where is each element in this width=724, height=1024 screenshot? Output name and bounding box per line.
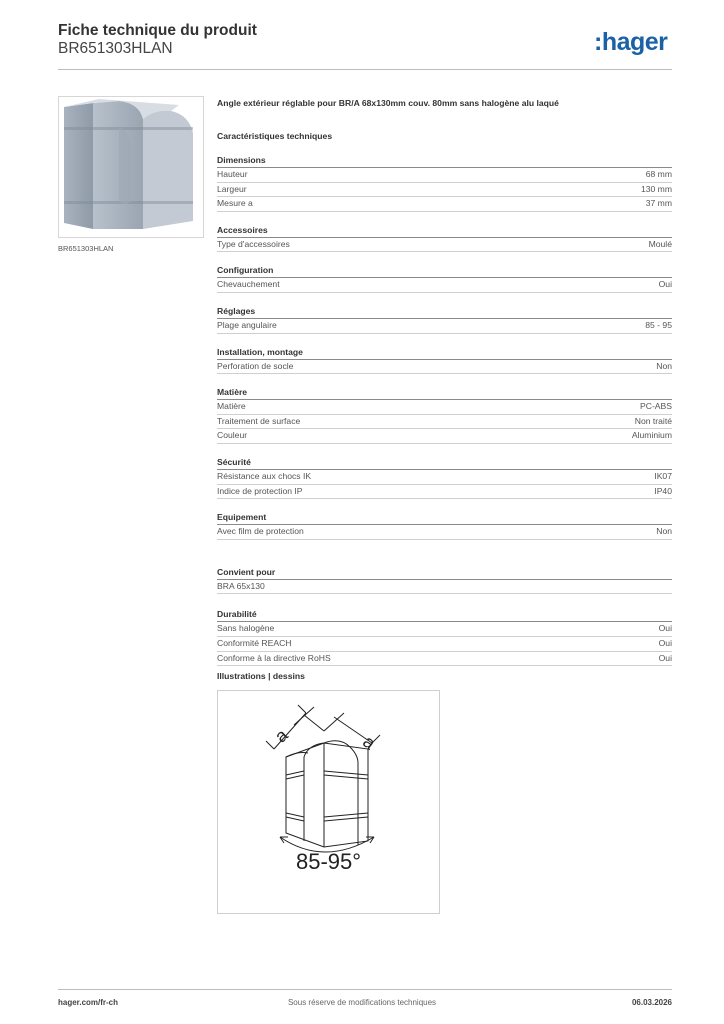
angle-range-label: 85-95° bbox=[296, 849, 362, 874]
spec-value: Oui bbox=[658, 279, 672, 290]
spec-value: IP40 bbox=[654, 485, 672, 496]
spec-value: Oui bbox=[658, 623, 672, 634]
spec-value: Aluminium bbox=[631, 430, 672, 441]
spec-label: Chevauchement bbox=[217, 279, 280, 290]
spec-label: Mesure a bbox=[217, 198, 253, 209]
spec-row bbox=[217, 238, 672, 253]
hager-logo-text: :hager bbox=[594, 28, 668, 56]
section-reglages bbox=[217, 305, 672, 334]
section-title: Equipement bbox=[217, 511, 672, 525]
section-dimensions bbox=[217, 154, 672, 212]
spec-label: Résistance aux chocs IK bbox=[217, 470, 312, 481]
section-title: Réglages bbox=[217, 305, 672, 319]
section-securite bbox=[217, 456, 672, 499]
spec-row bbox=[217, 470, 672, 485]
spec-row bbox=[217, 319, 672, 334]
footer-date: 06.03.2026 bbox=[631, 998, 672, 1007]
section-title: Installation, montage bbox=[217, 346, 672, 360]
section-title: Accessoires bbox=[217, 224, 672, 238]
spec-label: Plage angulaire bbox=[217, 319, 277, 330]
spec-row bbox=[217, 197, 672, 212]
section-title: Configuration bbox=[217, 264, 672, 278]
dim-letter-right: a bbox=[359, 731, 380, 754]
section-durabilite bbox=[217, 608, 672, 666]
photo-caption: BR651303HLAN bbox=[58, 244, 114, 253]
spec-row bbox=[217, 637, 672, 652]
spec-value: Oui bbox=[658, 652, 672, 663]
header-divider bbox=[58, 69, 672, 70]
illustrations-title: Illustrations | dessins bbox=[217, 671, 305, 681]
spec-value: Non traité bbox=[634, 415, 672, 426]
spec-label: Avec film de protection bbox=[217, 526, 304, 537]
section-title: Convient pour bbox=[217, 566, 672, 580]
spec-value: 130 mm bbox=[640, 183, 672, 194]
characteristics-title: Caractéristiques techniques bbox=[217, 131, 333, 141]
spec-row bbox=[217, 652, 672, 667]
spec-row bbox=[217, 168, 672, 183]
spec-value: 85 - 95 bbox=[645, 319, 672, 330]
section-title: Dimensions bbox=[217, 154, 672, 168]
product-photo bbox=[58, 96, 204, 238]
spec-value: Non bbox=[656, 360, 672, 371]
spec-label: Conforme à la directive RoHS bbox=[217, 652, 331, 663]
product-reference: BR651303HLAN bbox=[58, 40, 173, 57]
spec-row bbox=[217, 525, 672, 540]
spec-label: Type d'accessoires bbox=[217, 238, 290, 249]
spec-row bbox=[217, 360, 672, 375]
section-accessoires bbox=[217, 224, 672, 253]
spec-label: Largeur bbox=[217, 183, 247, 194]
spec-sheet bbox=[217, 97, 672, 666]
spec-row bbox=[217, 415, 672, 430]
spec-label: Matière bbox=[217, 401, 246, 412]
spec-row bbox=[217, 622, 672, 637]
spec-label: Traitement de surface bbox=[217, 415, 301, 426]
spec-row bbox=[217, 485, 672, 500]
spec-row bbox=[217, 580, 672, 595]
spec-value: Moulé bbox=[648, 238, 672, 249]
spec-row bbox=[217, 429, 672, 444]
dim-letter-left: a bbox=[270, 724, 292, 747]
spec-value: Non bbox=[656, 526, 672, 537]
spec-row bbox=[217, 183, 672, 198]
spec-row bbox=[217, 278, 672, 293]
section-equipement bbox=[217, 511, 672, 540]
spec-value: 37 mm bbox=[645, 198, 672, 209]
technical-drawing bbox=[217, 690, 440, 914]
spec-value: IK07 bbox=[654, 470, 672, 481]
hager-logo bbox=[594, 28, 674, 56]
section-convient-pour bbox=[217, 566, 672, 595]
spec-label: BRA 65x130 bbox=[217, 580, 265, 591]
spec-value: PC-ABS bbox=[640, 401, 672, 412]
spec-label: Perforation de socle bbox=[217, 360, 294, 371]
footer-divider bbox=[58, 989, 672, 990]
section-matiere bbox=[217, 386, 672, 444]
spec-label: Couleur bbox=[217, 430, 248, 441]
spec-value: 68 mm bbox=[645, 169, 672, 179]
section-title: Durabilité bbox=[217, 608, 672, 622]
page-title: Fiche technique du produit bbox=[58, 22, 257, 39]
spec-label: Hauteur bbox=[217, 169, 248, 179]
section-title: Sécurité bbox=[217, 456, 672, 470]
spec-label: Conformité REACH bbox=[217, 637, 292, 648]
spec-label: Sans halogène bbox=[217, 623, 275, 634]
footer-notice: Sous réserve de modifications techniques bbox=[287, 998, 437, 1007]
spec-label: Indice de protection IP bbox=[217, 485, 303, 496]
section-configuration bbox=[217, 264, 672, 293]
section-title: Matière bbox=[217, 386, 672, 400]
spec-row bbox=[217, 400, 672, 415]
section-installation bbox=[217, 346, 672, 375]
footer-website[interactable]: hager.com/fr-ch bbox=[58, 998, 119, 1007]
product-description: Angle extérieur réglable pour BR/A 68x130mm couv. 80mm sans halogène alu laqué bbox=[217, 98, 559, 108]
spec-value: Oui bbox=[658, 637, 672, 648]
